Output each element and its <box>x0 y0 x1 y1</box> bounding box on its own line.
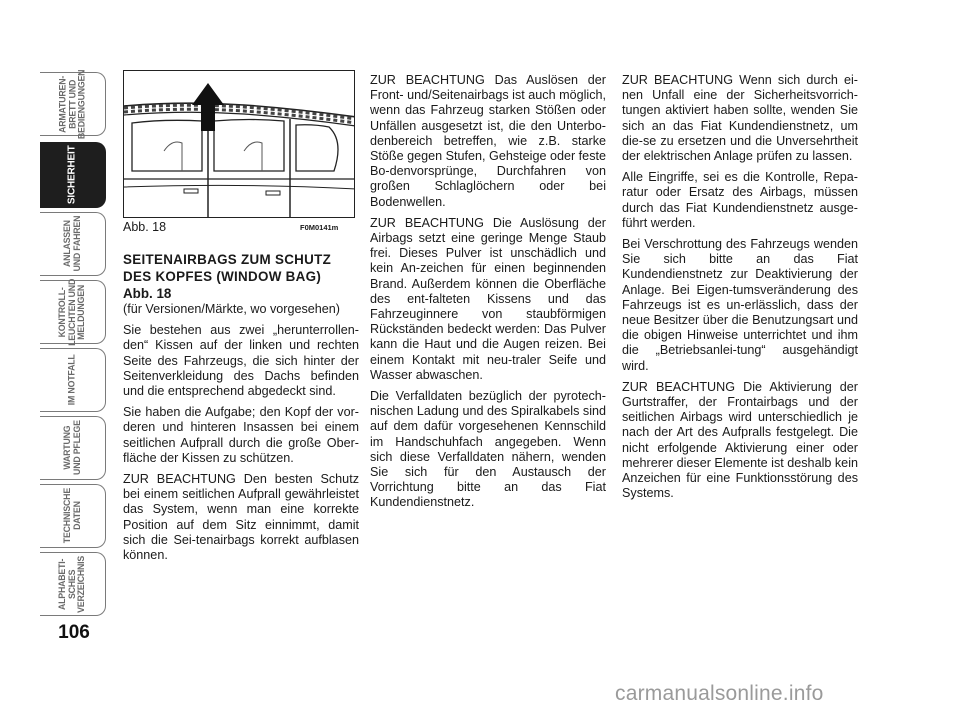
watermark: carmanualsonline.info <box>615 682 824 705</box>
nav-tab-label: WARTUNG UND PFLEGE <box>61 420 82 476</box>
nav-tab-anlassen[interactable] <box>40 212 106 276</box>
figure-code: F0M0141m <box>300 223 339 232</box>
nav-tab-label: ARMATUREN- BRETT UND BEDIENGUNGEN <box>57 69 87 139</box>
section-subheading: (für Versionen/Märkte, wo vorgesehen) <box>123 302 340 316</box>
paragraph: Sie bestehen aus zwei „herunterrollen-den“ Kissen auf der linken und rechten Seite des Fahrzeugs, die sich hinter der Seitenverkleidung des Dachs befinden und die entsprechend abgedeckt sind. <box>123 323 359 399</box>
nav-tab-kontrollleuchten[interactable] <box>40 280 106 344</box>
nav-tab-armaturenbrett[interactable] <box>40 69 106 139</box>
paragraph: ZUR BEACHTUNG Die Aktivierung der Gurtstraffer, der Frontairbags und der seitlichen Airbags wird unterschiedlich je nach der Art des Aufpralls festgelegt. Die nicht erfolgende Aktivierung einer oder mehrerer dieser Elemente ist deshalb kein Anzeichen für eine Funktionsstörung des Systems. <box>622 379 858 501</box>
paragraph: Sie haben die Aufgabe; den Kopf der vor-deren und hinteren Insassen bei einem seitlichen Aufprall durch die große Ober-fläche der Kissen zu schützen. <box>123 405 359 465</box>
section-heading: SEITENAIRBAGS ZUM SCHUTZ DES KOPFES (WINDOW BAG) <box>123 252 332 284</box>
paragraph: Bei Verschrottung des Fahrzeugs wenden Sie sich bitte an das Fiat Kundendienstnetz zur Deaktivierung der Anlage. Bei Eigen-tumsveränderung des Fahrzeugs ist es un-erlässlich, dass der neue Besitzer über die Benutzungsart und die obigen Hinweise unterrichtet und ihm die „Betriebsanlei-tung“ ausgehändigt wird. <box>622 237 858 373</box>
nav-tab-label: ANLASSEN UND FAHREN <box>61 216 82 272</box>
nav-tab-wartung[interactable] <box>40 416 106 480</box>
paragraph: Die Verfalldaten bezüglich der pyrotech-nischen Ladung und des Spiralkabels sind auf dem dafür vorgesehenen Kennschild im Handschuhfach angegeben. Wenn sich diese Verfalldaten nähern, wenden Sie sich für den Austausch der Vorrichtung bitte an das Fiat Kundendienstnetz. <box>370 389 606 510</box>
page-number: 106 <box>58 622 90 643</box>
nav-tab-verzeichnis[interactable] <box>40 552 106 616</box>
nav-tab-im-notfall[interactable] <box>40 348 106 412</box>
nav-tab-label: KONTROLL- LEUCHTEN UND MELDUNGEN <box>57 278 87 346</box>
nav-tab-label: ALPHABETI- SCHES VERZEICHNIS <box>57 555 87 613</box>
paragraph: ZUR BEACHTUNG Den besten Schutz bei einem seitlichen Aufprall gewährleistet das System, wenn man eine korrekte Position auf dem Sitz einnimmt, damit sich die Sei-tenairbags korrekt aufblasen können. <box>123 472 359 563</box>
text-column-3 <box>622 73 858 507</box>
nav-tab-label: IM NOTFALL <box>66 354 77 406</box>
nav-tab-label: TECHNISCHE DATEN <box>61 488 82 544</box>
text-column-2 <box>370 73 606 517</box>
car-side-window-airbag-illustration-icon <box>124 71 355 218</box>
nav-tab-technische-daten[interactable] <box>40 484 106 548</box>
figure-reference: Abb. 18 <box>123 286 172 301</box>
figure-caption: Abb. 18 <box>123 220 167 234</box>
paragraph: ZUR BEACHTUNG Wenn sich durch ei-nen Unfall eine der Sicherheitsvorrich-tungen aktiviert haben sollte, wenden Sie sich an das Fiat Kundendienstnetz, um die-se zu ersetzen und die Unversehrtheit der elektrischen Anlage prüfen zu lassen. <box>622 73 858 164</box>
paragraph: ZUR BEACHTUNG Das Auslösen der Front- und/Seitenairbags ist auch möglich, wenn das Fahrzeug starken Stößen oder Unfällen ausgesetzt ist, die den Unterbo-denbereich betreffen, wie z.B. starke Stöße gegen Stufen, Gehsteige oder feste Bo-denvorsprünge, Durchfahren von großen Schlaglöchern oder bei Bodenwellen. <box>370 73 606 209</box>
nav-tab-sicherheit[interactable] <box>40 142 106 208</box>
text-column-1 <box>123 251 359 569</box>
paragraph: ZUR BEACHTUNG Die Auslösung der Airbags setzt eine geringe Menge Staub frei. Dieses Pulver ist unschädlich und kein An-zeichen für einen beginnenden Brand. Außerdem können die Oberfläche des ent-falteten Kissens und das Fahrzeuginnere von staubförmigen Rückständen bedeckt werden: Das Pulver kann die Haut und die Augen reizen. Bei einem Kontakt mit neu-traler Seife und Wasser abwaschen. <box>370 215 606 382</box>
nav-tab-label: SICHERHEIT <box>66 145 78 205</box>
paragraph: Alle Eingriffe, sei es die Kontrolle, Repa-ratur oder Ersatz des Airbags, müssen durch das Fiat Kundendienstnetz ausge-führt werden. <box>622 170 858 230</box>
figure-window-bag <box>123 70 355 218</box>
